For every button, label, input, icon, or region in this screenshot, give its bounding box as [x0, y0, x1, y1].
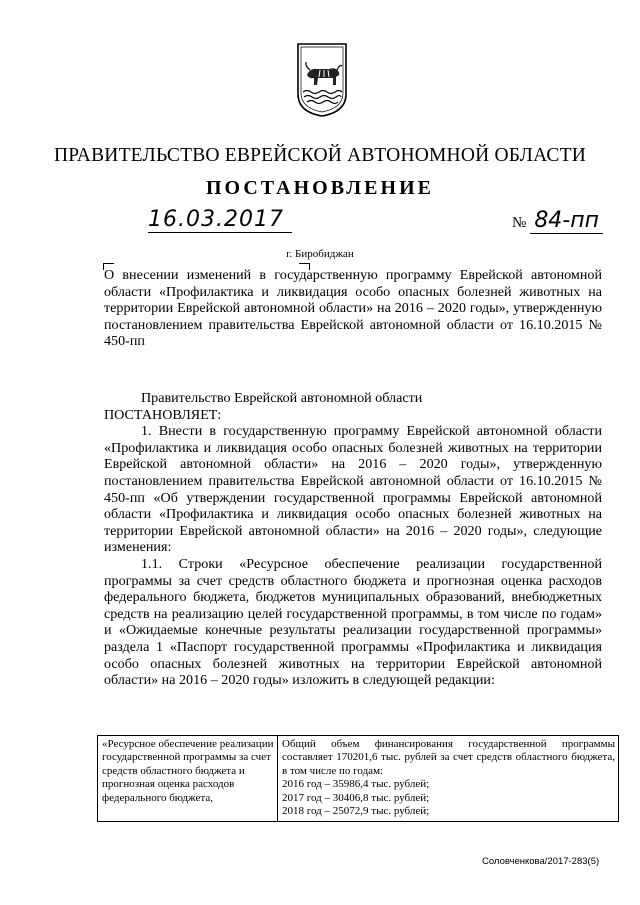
body-resolves: ПОСТАНОВЛЯЕТ: [104, 406, 222, 423]
funding-year-2018: 2018 год – 25072,9 тыс. рублей; [282, 805, 430, 818]
body-paragraph-1: 1. Внести в государственную программу Еврейской автономной области «Профилактика и ликвидация особо опасных болезней животных на территории Еврейской автономной области» на 2016 – 2020 годы», утвержденную постановлением правительства Еврейской автономной области от 16.10.2015 № 450-пп «Об утверждении государственной программы Еврейской автономной области «Профилактика и ликвидация особо опасных болезней животных на территории Еврейской автономной области» на 2016 – 2020 годы», следующие изменения: [104, 423, 602, 556]
body-paragraph-1-1: 1.1. Строки «Ресурсное обеспечение реализации государственной программы за счет средств областного бюджета и прогнозная оценка расходов федерального бюджета, бюджетов муниципальных образований, внебюджетных средств на реализацию целей государственной программы, в том числе по годам» и «Ожидаемые конечные результаты реализации государственной программы» раздела 1 «Паспорт государственной программы «Профилактика и ликвидация особо опасных болезней животных на территории Еврейской автономной области» на 2016 – 2020 годы» изложить в следующей редакции: [104, 555, 602, 689]
tiger-coat-of-arms-icon [296, 42, 348, 118]
funding-year-2016: 2016 год – 35986,4 тыс. рублей; [282, 778, 430, 791]
document-number [512, 210, 603, 232]
table-cell-value [278, 736, 619, 822]
government-title: ПРАВИТЕЛЬСТВО ЕВРЕЙСКОЙ АВТОНОМНОЙ ОБЛАСТИ [53, 145, 587, 166]
funding-intro: Общий объем финансирования государственной программы составляет 170201,6 тыс. рублей за счет средств областного бюджета, в том числе по годам: [282, 738, 615, 777]
number-sign: № [512, 215, 527, 231]
table-cell-label: «Ресурсное обеспечение реализации государственной программы за счет средств областного бюджета и прогнозная оценка расходов федерального бюджета, [98, 736, 278, 822]
number-value: 84-пп [530, 208, 603, 234]
document-type-heading: ПОСТАНОВЛЕНИЕ [206, 177, 434, 199]
decree-subject: О внесении изменений в государственную программу Еврейской автономной области «Профилактика и ликвидация особо опасных болезней животных на территории Еврейской автономной области» на 2016 – 2020 годы», утвержденную постановлением правительства Еврейской автономной области от 16.10.2015 № 450-пп [104, 267, 602, 350]
document-date: 16.03.2017 [148, 208, 292, 233]
table-row [98, 736, 619, 822]
program-table [97, 735, 619, 822]
funding-year-2017: 2017 год – 30406,8 тыс. рублей; [282, 791, 430, 804]
footer-reference: Соловченкова/2017-283(5) [482, 856, 600, 867]
city-label: г. Биробиджан [286, 248, 354, 260]
decree-body [104, 390, 602, 689]
body-intro: Правительство Еврейской автономной области [141, 390, 423, 406]
